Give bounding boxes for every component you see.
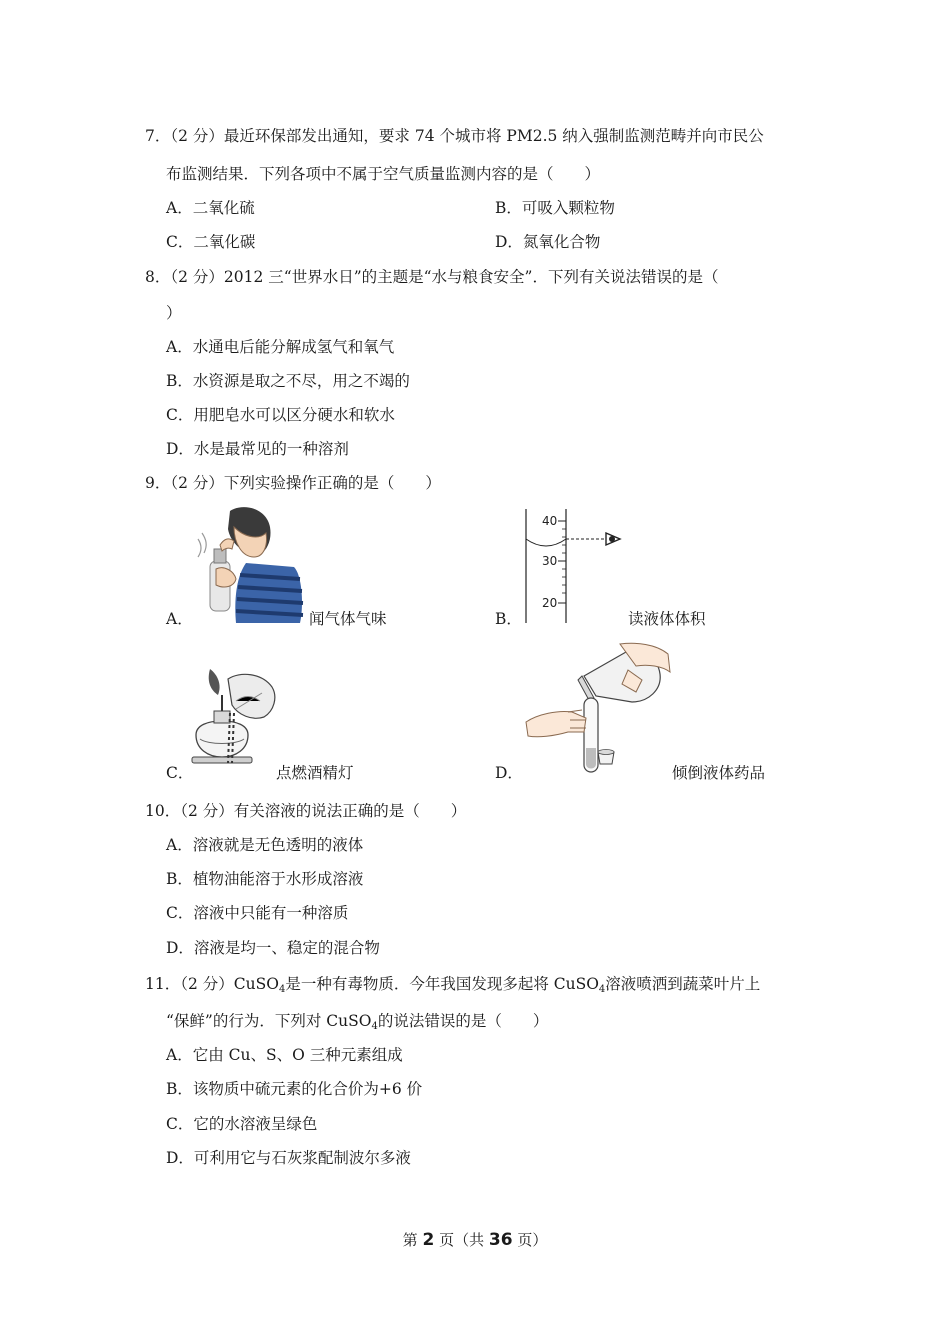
q11-option-d: D．可利用它与石灰浆配制波尔多液: [166, 1149, 411, 1167]
cylinder-tick-30: 30: [542, 554, 558, 568]
graduated-cylinder-illustration: [520, 505, 640, 627]
q9-option-d-letter: D．: [495, 764, 523, 782]
footer-suffix: 页）: [517, 1231, 548, 1249]
footer-middle: 页（共: [439, 1231, 485, 1249]
q11-subscript-3: 4: [371, 1021, 378, 1032]
cylinder-tick-40: 40: [542, 514, 558, 528]
q11-stem-part5: 的说法错误的是（ ）: [377, 1012, 549, 1030]
q7-option-c: C．二氧化碳: [166, 233, 256, 251]
q7-option-b: B．可吸入颗粒物: [495, 199, 615, 217]
q9-option-b-caption: 读液体体积: [628, 610, 706, 628]
q11-option-c: C．它的水溶液呈绿色: [166, 1115, 318, 1133]
pouring-liquid-illustration: [524, 640, 674, 775]
q11-subscript-1: 4: [278, 984, 286, 995]
footer-total-pages: 36: [488, 1230, 513, 1250]
q7-stem-line1: 7．（2 分）最近环保部发出通知，要求 74 个城市将 PM2.5 纳入强制监测范畴并向市民公: [145, 127, 764, 145]
q9-option-c-letter: C．: [166, 764, 194, 782]
q10-option-b: B．植物油能溶于水形成溶液: [166, 870, 364, 888]
q11-option-a: A．它由 Cu、S、O 三种元素组成: [166, 1046, 403, 1064]
q11-stem-line1: [145, 974, 760, 994]
q8-option-a: A．水通电后能分解成氢气和氧气: [166, 338, 395, 356]
q8-option-c: C．用肥皂水可以区分硬水和软水: [166, 406, 395, 424]
page-footer: [0, 1229, 950, 1250]
alcohol-lamp-illustration: [188, 665, 284, 773]
q11-option-b: B．该物质中硫元素的化合价为+6 价: [166, 1080, 423, 1098]
q11-stem-part2: 是一种有毒物质．今年我国发现多起将 CuSO: [285, 975, 599, 993]
q11-stem-part3: 溶液喷洒到蔬菜叶片上: [605, 975, 761, 993]
q8-stem-line1: 8．（2 分）2012 三“世界水日”的主题是“水与粮食安全”．下列有关说法错误的是（: [145, 268, 719, 286]
q11-subscript-2: 4: [598, 984, 606, 995]
q9-option-c-caption: 点燃酒精灯: [276, 764, 354, 782]
q11-stem-line2: [166, 1011, 548, 1031]
q9-stem: 9．（2 分）下列实验操作正确的是（ ）: [145, 474, 441, 492]
q11-stem-part4: “保鲜”的行为．下列对 CuSO: [166, 1012, 372, 1030]
q9-option-a-letter: A．: [166, 610, 193, 628]
q9-option-a-caption: 闻气体气味: [309, 610, 387, 628]
q9-option-b-letter: B．: [495, 610, 522, 628]
q10-option-d: D．溶液是均一、稳定的混合物: [166, 939, 380, 957]
footer-page-number: 2: [422, 1230, 435, 1250]
boy-smelling-gas-illustration: [190, 505, 310, 625]
q7-option-d: D．氮氧化合物: [495, 233, 601, 251]
q7-option-a: A．二氧化硫: [166, 199, 255, 217]
q7-stem-line2: 布监测结果．下列各项中不属于空气质量监测内容的是（ ）: [166, 165, 601, 183]
cylinder-tick-20: 20: [542, 596, 558, 610]
q8-option-d: D．水是最常见的一种溶剂: [166, 440, 349, 458]
footer-prefix: 第: [402, 1231, 418, 1249]
q10-option-a: A．溶液就是无色透明的液体: [166, 836, 364, 854]
q10-stem: 10．（2 分）有关溶液的说法正确的是（ ）: [145, 802, 467, 820]
q11-stem-part1: 11．（2 分）CuSO: [145, 975, 279, 993]
q9-option-d-caption: 倾倒液体药品: [672, 764, 766, 782]
q10-option-c: C．溶液中只能有一种溶质: [166, 904, 349, 922]
q8-stem-line2: ）: [166, 304, 182, 322]
q8-option-b: B．水资源是取之不尽，用之不竭的: [166, 372, 410, 390]
